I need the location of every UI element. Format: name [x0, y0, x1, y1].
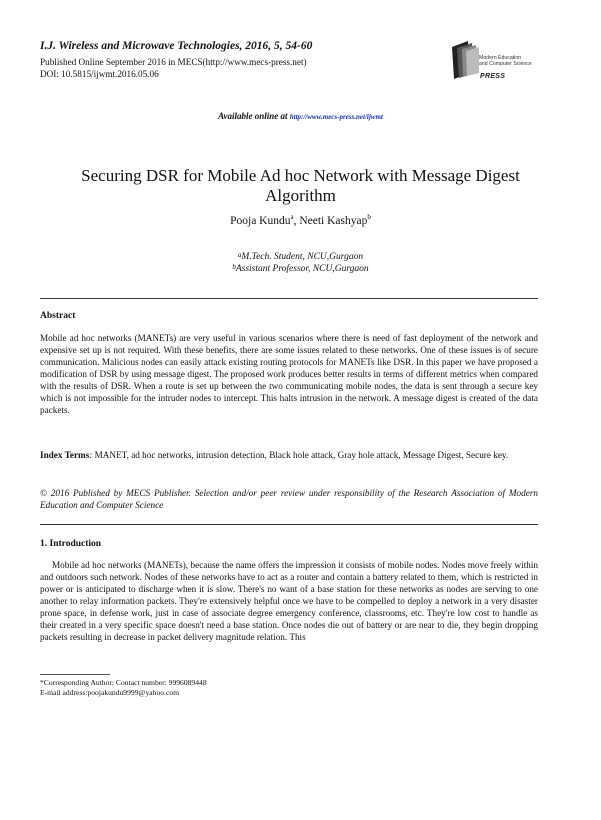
corresponding-author: *Corresponding Author: Contact number: 9996089448	[40, 678, 207, 687]
abstract-text: Mobile ad hoc networks (MANETs) are very useful in various scenarios where there is need of fast deployment of the network and expensive set up is not required. With these benefits, there are some issues related to these networks. One of these issues is of secure communication. Malicious nodes can easily attack existing routing protocols for MANETs like DSR. In this paper we have proposed a modification of DSR by using message digest. The proposed work produces better results in terms of different metrics when compared with the results of DSR. When a route is set up between the two communicating mobile nodes, the data is sent through a secure key which is not impossible for the intruder nodes to intercept. This halts intrusion in the network. A message digest is created of the data packets.	[40, 333, 538, 415]
available-label: Available online at	[218, 111, 288, 121]
index-terms-colon: :	[89, 450, 93, 460]
divider-bottom	[40, 524, 538, 525]
introduction-text: Mobile ad hoc networks (MANETs), because the name offers the impression it consists of mobile nodes. Nodes move freely within and outdoors such network. Nodes of these networks have to act as a router and contain a battery related to them, which is restricted in power or is anticipated to discharge when it is slow. There's no want of a base station for these networks as nodes are serving to one another to relay information packets. They're extensively helpful once we have to be compelled to deploy a network in a very disaster prone space, in defense work, just in case of associate degree emergency conference, classrooms, etc. They're low cost to handle as their created in a very specific space doesn't need a base station. Once nodes die out of battery or are near to die, they begin dropping packets resulting in decrease in packet delivery magnitude relation. This	[40, 560, 538, 642]
affiliation-a	[0, 251, 601, 263]
divider-top	[40, 298, 538, 299]
copyright-notice: © 2016 Published by MECS Publisher. Selection and/or peer review under responsibility of the Research Association of Modern Education and Computer Science	[40, 488, 538, 510]
author-2-sup: b	[367, 213, 371, 221]
affiliation-a-sup: a	[237, 251, 242, 259]
publication-info	[40, 56, 307, 80]
index-terms-label: Index Terms	[40, 450, 90, 460]
index-terms-text: MANET, ad hoc networks, intrusion detection, Black hole attack, Gray hole attack, Message Digest, Secure key.	[92, 450, 509, 460]
affiliations	[0, 251, 601, 275]
author-1-sup: a	[290, 213, 294, 221]
affiliation-a-text: M.Tech. Student, NCU,Gurgaon	[241, 252, 364, 262]
footnote	[40, 678, 207, 698]
abstract-heading: Abstract	[40, 311, 76, 321]
available-online	[0, 111, 601, 121]
journal-citation: I.J. Wireless and Microwave Technologies, 2016, 5, 54-60	[40, 40, 313, 52]
introduction-heading: 1. Introduction	[40, 539, 102, 549]
affiliation-b-sup: b	[232, 263, 236, 271]
author-list	[0, 215, 601, 227]
logo-line-1: Modern Education	[479, 55, 522, 61]
email-address: E-mail address:poojakundu9999@yahoo.com	[40, 688, 180, 697]
affiliation-b	[0, 263, 601, 275]
author-separator: ,	[293, 215, 300, 227]
affiliation-b-text: Assistant Professor, NCU,Gurgaon	[235, 264, 369, 274]
journal-link[interactable]: http://www.mecs-press.net/ijwmt	[289, 113, 383, 121]
logo-line-2: and Computer Science	[479, 60, 532, 67]
logo-press: PRESS	[480, 73, 506, 80]
author-1-name: Pooja Kundu	[230, 215, 291, 227]
footnote-rule	[40, 674, 110, 675]
paper-title: Securing DSR for Mobile Ad hoc Network with Message Digest Algorithm	[81, 166, 520, 205]
publisher-logo-text	[479, 56, 532, 67]
doi: DOI: 10.5815/ijwmt.2016.05.06	[40, 69, 159, 79]
index-terms	[40, 449, 538, 461]
author-2-name: Neeti Kashyap	[299, 215, 368, 227]
published-online: Published Online September 2016 in MECS(http://www.mecs-press.net)	[40, 57, 307, 67]
